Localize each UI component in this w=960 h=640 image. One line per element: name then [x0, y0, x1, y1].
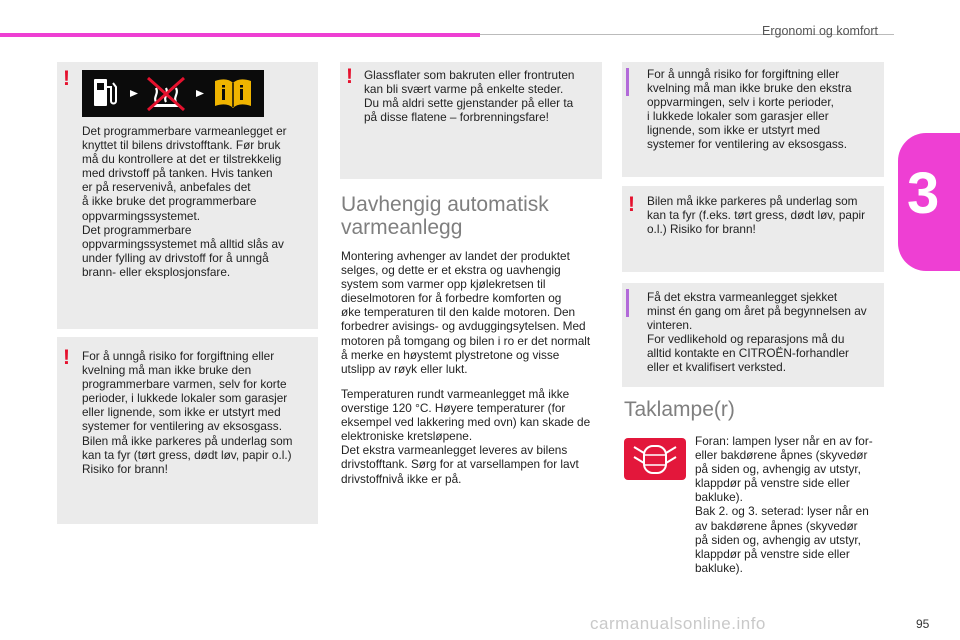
paragraph-temperature: Temperaturen rundt varmeanlegget må ikke overstige 120 °C. Høyere temperaturer (for eksempel ved lakkering med ovn) kan skade de elektroniske kretsløpene. Det ekstra varmeanlegget leveres av bilens drivstofftank. Sørg for at varsellampen for lavt drivstoffnivå ikke er på.	[341, 387, 591, 486]
door-open-car-icon	[624, 438, 686, 480]
warning-icon-strip	[82, 70, 264, 117]
info-icon	[626, 68, 629, 96]
heading-ceiling-lamps: Taklampe(r)	[624, 398, 735, 421]
header-accent-bar	[0, 33, 480, 37]
page-number: 95	[916, 617, 930, 631]
ceiling-lamp-text: Foran: lampen lyser når en av for- eller bakdørene åpnes (skyvedør på siden og, avhengig av utstyr, klappdør på venstre side eller bakluke). Bak 2. og 3. seterad: lyser når en av bakdørene åpnes (skyvedør på siden og, avhengig av utstyr, klappdør på venstre side eller bakluke).	[695, 434, 873, 575]
warning-text-fuel: Det programmerbare varmeanlegget er knyttet til bilens drivstofftank. Før bruk må du kontrollere at det er tilstrekkelig med drivstoff på tanken. Hvis tanken er på reservenivå, anbefales det å ikke bruke det programmerbare oppvarmingssystemet. Det programmerbare oppvarmingssystemet må alltid slås av under fylling av drivstoff for å unngå brann- eller eksplosjonsfare.	[82, 124, 287, 279]
arrow-icon	[130, 90, 138, 97]
paragraph-installation: Montering avhenger av landet der produktet selges, og dette er et ekstra og uavhengig system som varmer opp kjølekretsen til dieselmotoren for å forbedre komforten og øke temperaturen til den kalde motoren. Den forbedrer avisings- og avduggingsytelsen. Med motoren på tomgang og bilen i ro er det normalt å merke en høystemt plystretone og visse utslipp av røyk eller lukt.	[341, 249, 591, 376]
section-title: Ergonomi og komfort	[762, 24, 879, 38]
manual-book-icon	[215, 79, 251, 108]
heading-independent-heater: Uavhengig automatisk varmeanlegg	[341, 193, 549, 239]
warning-icon: !	[63, 67, 70, 90]
chapter-number: 3	[907, 161, 940, 226]
fuel-pump-icon	[94, 79, 116, 106]
info-icon	[626, 289, 629, 317]
warning-text-parking: Bilen må ikke parkeres på underlag som kan ta fyr (f.eks. tørt gress, dødt løv, papir o.l.) Risiko for brann!	[647, 194, 866, 237]
watermark: carmanualsonline.info	[590, 614, 766, 633]
no-heating-icon	[148, 78, 184, 110]
warning-icon: !	[628, 193, 635, 216]
warning-icon: !	[63, 346, 70, 369]
warning-icon: !	[346, 65, 353, 88]
warning-text-glass: Glassflater som bakruten eller frontruten kan bli svært varme på enkelte steder. Du må aldri sette gjenstander på eller ta på disse flatene – forbrenningsfare!	[364, 68, 575, 125]
info-text-service: Få det ekstra varmeanlegget sjekket minst én gang om året på begynnelsen av vinteren. For vedlikehold og reparasjons må du alltid kontakte en CITROËN-forhandler eller et kvalifisert verksted.	[647, 290, 867, 375]
warning-text-poisoning: For å unngå risiko for forgiftning eller kvelning må man ikke bruke den programmerbare varmen, selv for korte perioder, i lukkede lokaler som garasjer eller lignende, som ikke er utstyrt med systemer for ventilering av eksosgass. Bilen må ikke parkeres på underlag som kan ta fyr (tørt gress, dødt løv, papir o.l.) Risiko for brann!	[82, 349, 293, 476]
info-text-poisoning: For å unngå risiko for forgiftning eller kvelning må man ikke bruke den ekstra oppvarmingen, selv i korte perioder, i lukkede lokaler som garasjer eller lignende, som ikke er utstyrt med systemer for ventilering av eksosgass.	[647, 67, 852, 152]
arrow-icon	[196, 90, 204, 97]
